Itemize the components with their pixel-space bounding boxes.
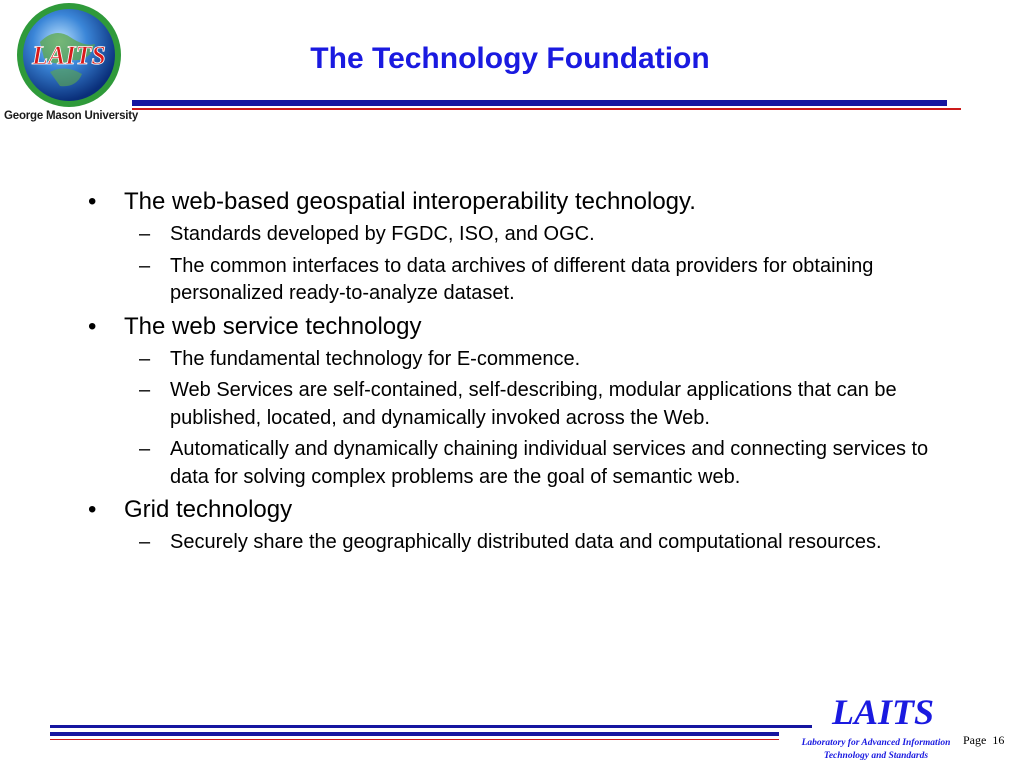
- sub-bullet-item: [84, 253, 944, 308]
- footer-laits-logo: LAITS: [832, 692, 935, 732]
- bullet-mark: •: [88, 188, 97, 215]
- university-caption: George Mason University: [4, 110, 139, 122]
- logo-emblem-text: LAITS: [32, 41, 106, 70]
- sub-bullet-item: [84, 529, 944, 557]
- footer-rule-red: [50, 739, 779, 740]
- footer-rule-blue: [50, 725, 812, 728]
- bullet-mark: •: [88, 496, 97, 523]
- footer-lab-line1: Laboratory for Advanced Information: [801, 738, 951, 748]
- footer-lab-line2: Technology and Standards: [823, 751, 929, 761]
- laits-logo: [4, 2, 139, 130]
- bullet-text: Grid technology: [124, 496, 293, 523]
- sub-bullet-text: Automatically and dynamically chaining individual services and connecting services to data for solving complex problems are the goal of semantic web.: [170, 438, 929, 488]
- sub-bullet-text: The common interfaces to data archives of different data providers for obtaining personalized ready-to-analyze dataset.: [170, 254, 874, 304]
- sub-bullet-item: [84, 221, 944, 249]
- sub-bullet-mark: –: [139, 531, 151, 553]
- sub-bullet-mark: –: [139, 223, 151, 245]
- sub-bullet-mark: –: [139, 379, 151, 401]
- sub-bullet-text: Securely share the geographically distributed data and computational resources.: [170, 531, 882, 553]
- footer-rule-blue-lower: [50, 732, 779, 736]
- bullet-item: [84, 312, 944, 342]
- sub-bullet-mark: –: [139, 254, 151, 277]
- footer-lab-name: [784, 737, 968, 763]
- sub-bullet-item: [84, 346, 944, 374]
- slide-content: [84, 183, 944, 557]
- bullet-item: [84, 187, 944, 217]
- globe-emblem-icon: [10, 2, 128, 112]
- bullet-text: The web service technology: [124, 312, 422, 340]
- sub-bullet-text: Web Services are self-contained, self-describing, modular applications that can be published, located, and dynamically invoked across the Web.: [170, 379, 897, 429]
- slide-title: The Technology Foundation: [310, 42, 710, 75]
- sub-bullet-text: The fundamental technology for E-commence.: [170, 347, 581, 370]
- page-number-value: 16: [992, 733, 1005, 747]
- sub-bullet-item: [84, 377, 944, 432]
- sub-bullet-mark: –: [139, 438, 151, 460]
- sub-bullet-text: Standards developed by FGDC, ISO, and OGC.: [170, 223, 595, 245]
- bullet-item: [84, 495, 944, 525]
- header-rule-red: [132, 108, 961, 110]
- header-rule-blue: [132, 100, 947, 106]
- bullet-mark: •: [88, 312, 97, 340]
- page-label: Page: [963, 733, 987, 747]
- page-number: [963, 733, 1004, 748]
- sub-bullet-mark: –: [139, 347, 151, 370]
- bullet-text: The web-based geospatial interoperability technology.: [124, 188, 696, 215]
- sub-bullet-item: [84, 436, 944, 491]
